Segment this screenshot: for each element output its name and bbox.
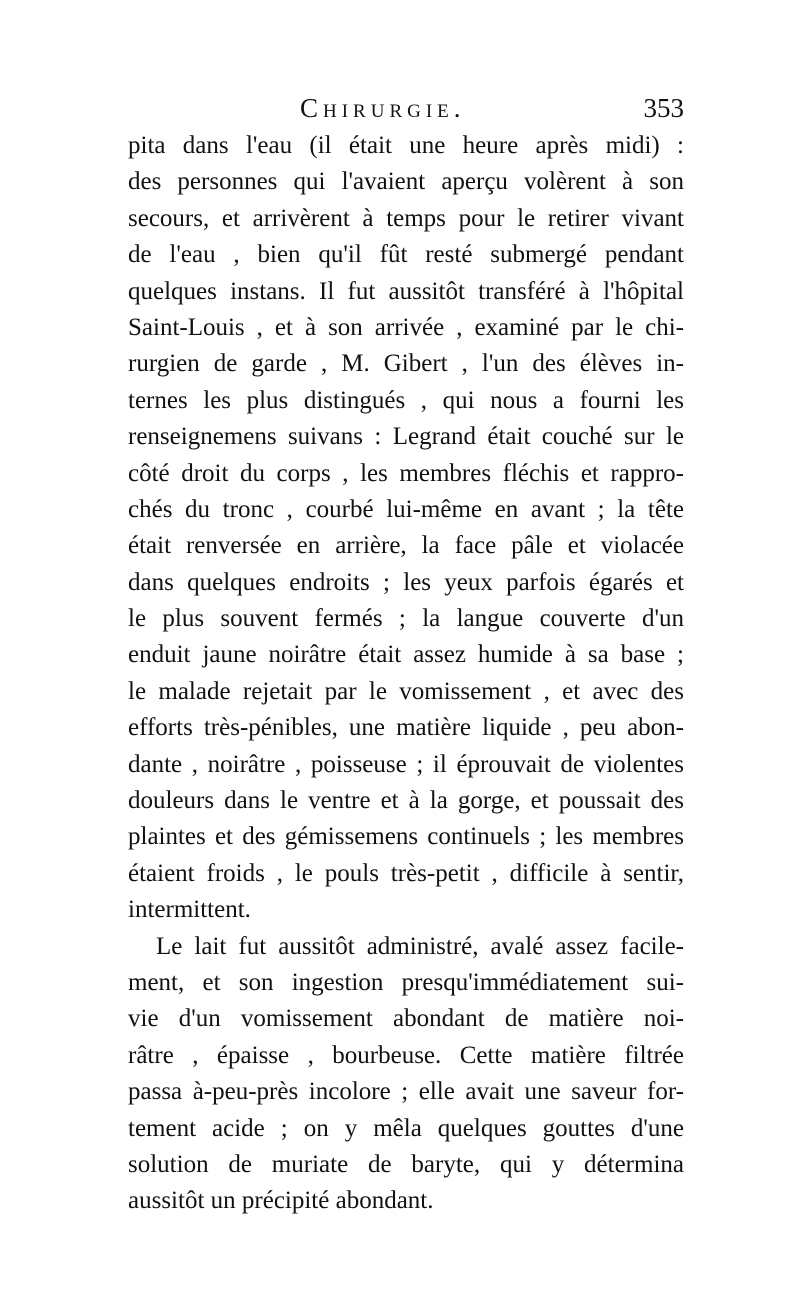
text-line: côté droit du corps , les membres fléchis et rappro- bbox=[128, 459, 684, 487]
text-line: dante , noirâtre , poisseuse ; il éprouvait de violentes bbox=[128, 750, 684, 778]
text-line: ment, et son ingestion presqu'immédiatement sui- bbox=[128, 968, 684, 996]
text-line: intermittent. bbox=[128, 896, 251, 924]
text-line: secours, et arrivèrent à temps pour le retirer vivant bbox=[128, 204, 684, 232]
text-line: étaient froids , le pouls très-petit , difficile à sentir, bbox=[128, 859, 684, 887]
text-line: Le lait fut aussitôt administré, avalé assez facile- bbox=[156, 932, 684, 960]
text-line: tement acide ; on y mêla quelques gouttes d'une bbox=[128, 1114, 684, 1142]
text-line: aussitôt un précipité abondant. bbox=[128, 1187, 434, 1215]
text-line: efforts très-pénibles, une matière liquide , peu abon- bbox=[128, 714, 684, 742]
text-line: Saint-Louis , et à son arrivée , examiné par le chi- bbox=[128, 313, 684, 341]
paragraph-1 bbox=[128, 128, 684, 929]
text-line: enduit jaune noirâtre était assez humide à sa base ; bbox=[128, 641, 684, 669]
text-line: vie d'un vomissement abondant de matière noi- bbox=[128, 1005, 684, 1033]
text-line: de l'eau , bien qu'il fût resté submergé pendant bbox=[128, 241, 684, 269]
text-line: des personnes qui l'avaient aperçu volèrent à son bbox=[128, 168, 684, 196]
body-text bbox=[128, 128, 684, 1220]
page-number: 353 bbox=[643, 93, 684, 123]
text-line: renseignemens suivans : Legrand était couché sur le bbox=[128, 423, 684, 451]
text-line: dans quelques endroits ; les yeux parfois égarés et bbox=[128, 568, 684, 596]
text-line: chés du tronc , courbé lui-même en avant ; la tête bbox=[128, 495, 684, 523]
text-line: le plus souvent fermés ; la langue couverte d'un bbox=[128, 605, 684, 633]
text-line: ternes les plus distingués , qui nous a fourni les bbox=[128, 386, 684, 414]
text-line: solution de muriate de baryte, qui y détermina bbox=[128, 1150, 684, 1178]
text-line: pita dans l'eau (il était une heure après midi) : bbox=[128, 132, 684, 159]
text-line: rurgien de garde , M. Gibert , l'un des élèves in- bbox=[128, 350, 684, 378]
paragraph-2 bbox=[128, 929, 684, 1220]
text-line: râtre , épaisse , bourbeuse. Cette matière filtrée bbox=[128, 1041, 684, 1069]
running-title: Chirurgie. bbox=[300, 93, 466, 123]
text-line: était renversée en arrière, la face pâle et violacée bbox=[128, 532, 684, 560]
text-line: quelques instans. Il fut aussitôt transféré à l'hôpital bbox=[128, 277, 684, 305]
text-line: plaintes et des gémissemens continuels ; les membres bbox=[128, 823, 684, 851]
text-line: le malade rejetait par le vomissement , et avec des bbox=[128, 677, 684, 705]
text-line: douleurs dans le ventre et à la gorge, et poussait des bbox=[128, 787, 684, 815]
running-head bbox=[128, 88, 684, 128]
text-line: passa à-peu-près incolore ; elle avait une saveur for- bbox=[128, 1078, 684, 1106]
